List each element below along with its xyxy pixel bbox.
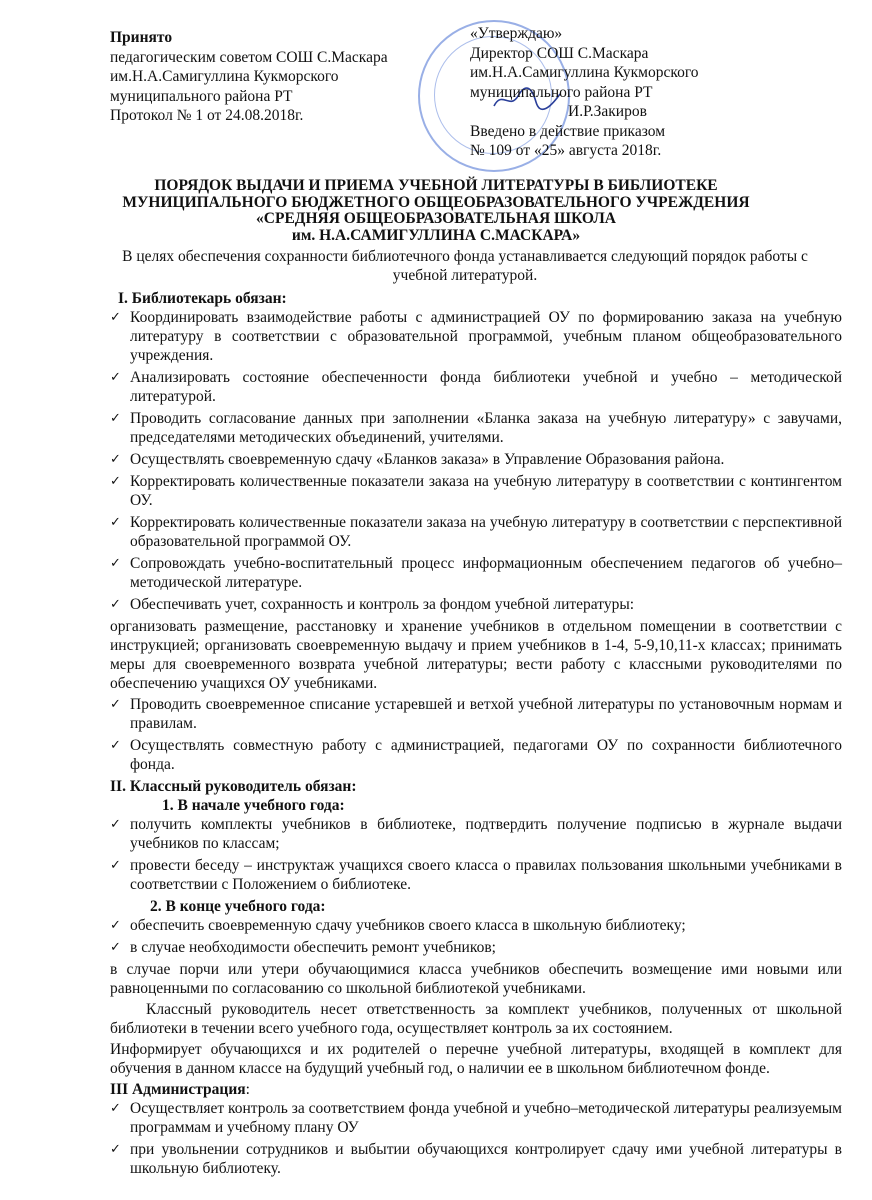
section-3-list	[110, 1099, 842, 1178]
document-title	[0, 178, 872, 244]
header-right-line: Директор СОШ С.Маскара	[470, 44, 649, 62]
director-name: И.Р.Закиров	[568, 103, 647, 120]
header-right-line: им.Н.А.Самигуллина Кукморского	[470, 64, 699, 81]
section-3-heading-text: III Администрация	[110, 1081, 246, 1098]
header-right	[470, 24, 699, 161]
section-2-paragraph: в случае порчи или утери обучающимися класса учебников обеспечить возмещение ими новыми или равноценными по согласованию со школьной библиотекой учебниками.	[110, 961, 842, 997]
list-item: ✓ Осуществлять совместную работу с администрацией, педагогами ОУ по сохранности библиотечного фонда.	[110, 736, 842, 774]
list-item: ✓ Проводить своевременное списание устаревшей и ветхой учебной литературы по установочным нормам и правилам.	[110, 695, 842, 733]
header-left-line: муниципального района РТ	[110, 87, 293, 105]
section-1-paragraph: организовать размещение, расстановку и хранение учебников в отдельном помещении в соответствии с инструкцией; организовать своевременную выдачу и прием учебников в 1-4, 5-9,10,11-х классах; принимать меры для своевременного возврата учебной литературы; вести работу с классными руководителями по обеспечению учащихся ОУ учебниками.	[110, 618, 842, 692]
header-left-line: им.Н.А.Самигуллина Кукморского	[110, 68, 339, 85]
title-line: «СРЕДНЯЯ ОБЩЕОБРАЗОВАТЕЛЬНАЯ ШКОЛА	[256, 210, 616, 227]
list-item: ✓ Осуществлять своевременную сдачу «Бланков заказа» в Управление Образования района.	[110, 450, 842, 469]
section-2-sub-1: 1. В начале учебного года:	[162, 797, 345, 814]
header-right-line: Введено в действие приказом	[470, 122, 666, 140]
header-right-line: № 109 от «25» августа 2018г.	[470, 142, 662, 159]
title-line: МУНИЦИПАЛЬНОГО БЮДЖЕТНОГО ОБЩЕОБРАЗОВАТЕЛЬНОГО УЧРЕЖДЕНИЯ	[122, 193, 750, 211]
list-item: ✓ Координировать взаимодействие работы с администрацией ОУ по формированию заказа на учебную литературу в соответствии с образовательной программой, учебным планом общеобразовательного учреждения.	[110, 308, 842, 365]
section-1-heading: I. Библиотекарь обязан:	[118, 290, 287, 307]
list-item: ✓ Проводить согласование данных при заполнении «Бланка заказа на учебную литературу» с завучами, председателями методических объединений, учителями.	[110, 409, 842, 447]
header-left	[110, 28, 388, 126]
section-1-list-2	[110, 695, 842, 774]
section-2-list-1	[110, 815, 842, 894]
list-item: ✓ получить комплекты учебников в библиотеке, подтвердить получение подписью в журнале выдачи учебников по классам;	[110, 815, 842, 853]
section-1-list	[110, 308, 842, 614]
header-right-line: муниципального района РТ	[470, 83, 653, 101]
title-line: им. Н.А.САМИГУЛЛИНА С.МАСКАРА»	[291, 226, 581, 244]
intro-text: В целях обеспечения сохранности библиотечного фонда устанавливается следующий порядок работы с учебной литературой.	[122, 248, 808, 284]
header-left-line: Протокол № 1 от 24.08.2018г.	[110, 107, 304, 124]
header-left-line: педагогическим советом СОШ С.Маскара	[110, 48, 388, 66]
list-item: ✓ Корректировать количественные показатели заказа на учебную литературу в соответствии с контингентом ОУ.	[110, 472, 842, 510]
list-item: ✓ Сопровождать учебно-воспитательный процесс информационным обеспечением педагогов об учебно–методической литературе.	[110, 554, 842, 592]
section-2-heading: II. Классный руководитель обязан:	[110, 778, 357, 795]
section-2-list-2	[110, 916, 842, 957]
list-item: ✓ Обеспечивать учет, сохранность и контроль за фондом учебной литературы:	[110, 595, 842, 614]
list-item: ✓ Осуществляет контроль за соответствием фонда учебной и учебно–методической литературы реализуемым программам и учебному плану ОУ	[110, 1099, 842, 1137]
title-line: ПОРЯДОК ВЫДАЧИ И ПРИЕМА УЧЕБНОЙ ЛИТЕРАТУРЫ В БИБЛИОТЕКЕ	[154, 177, 718, 194]
section-3-heading-colon: :	[245, 1081, 250, 1098]
list-item: ✓ Анализировать состояние обеспеченности фонда библиотеки учебной и учебно – методической литературой.	[110, 368, 842, 406]
list-item: ✓ обеспечить своевременную сдачу учебников своего класса в школьную библиотеку;	[110, 916, 842, 935]
list-item: ✓ в случае необходимости обеспечить ремонт учебников;	[110, 938, 842, 957]
list-item: ✓ провести беседу – инструктаж учащихся своего класса о правилах пользования школьными учебниками в соответствии с Положением о библиотеке.	[110, 856, 842, 894]
section-3-heading	[110, 1080, 842, 1099]
list-item: ✓ Корректировать количественные показатели заказа на учебную литературу в соответствии с перспективной образовательной программой ОУ.	[110, 513, 842, 551]
document-body	[110, 289, 842, 1181]
list-item: ✓ при увольнении сотрудников и выбытии обучающихся контролирует сдачу ими учебной литературы в школьную библиотеку.	[110, 1140, 842, 1178]
section-2-sub-2: 2. В конце учебного года:	[150, 898, 326, 915]
section-2-paragraph: Информирует обучающихся и их родителей о перечне учебной литературы, входящей в комплект для обучения в данном классе на будущий учебный год, о наличии ее в школьном библиотечном фонде.	[110, 1041, 842, 1077]
section-2-paragraph: Классный руководитель несет ответственность за комплект учебников, полученных от школьной библиотеки в течении всего учебного года, осуществляет контроль за их состоянием.	[110, 1001, 842, 1037]
header-right-line: «Утверждаю»	[470, 25, 563, 42]
header-left-heading: Принято	[110, 29, 173, 46]
